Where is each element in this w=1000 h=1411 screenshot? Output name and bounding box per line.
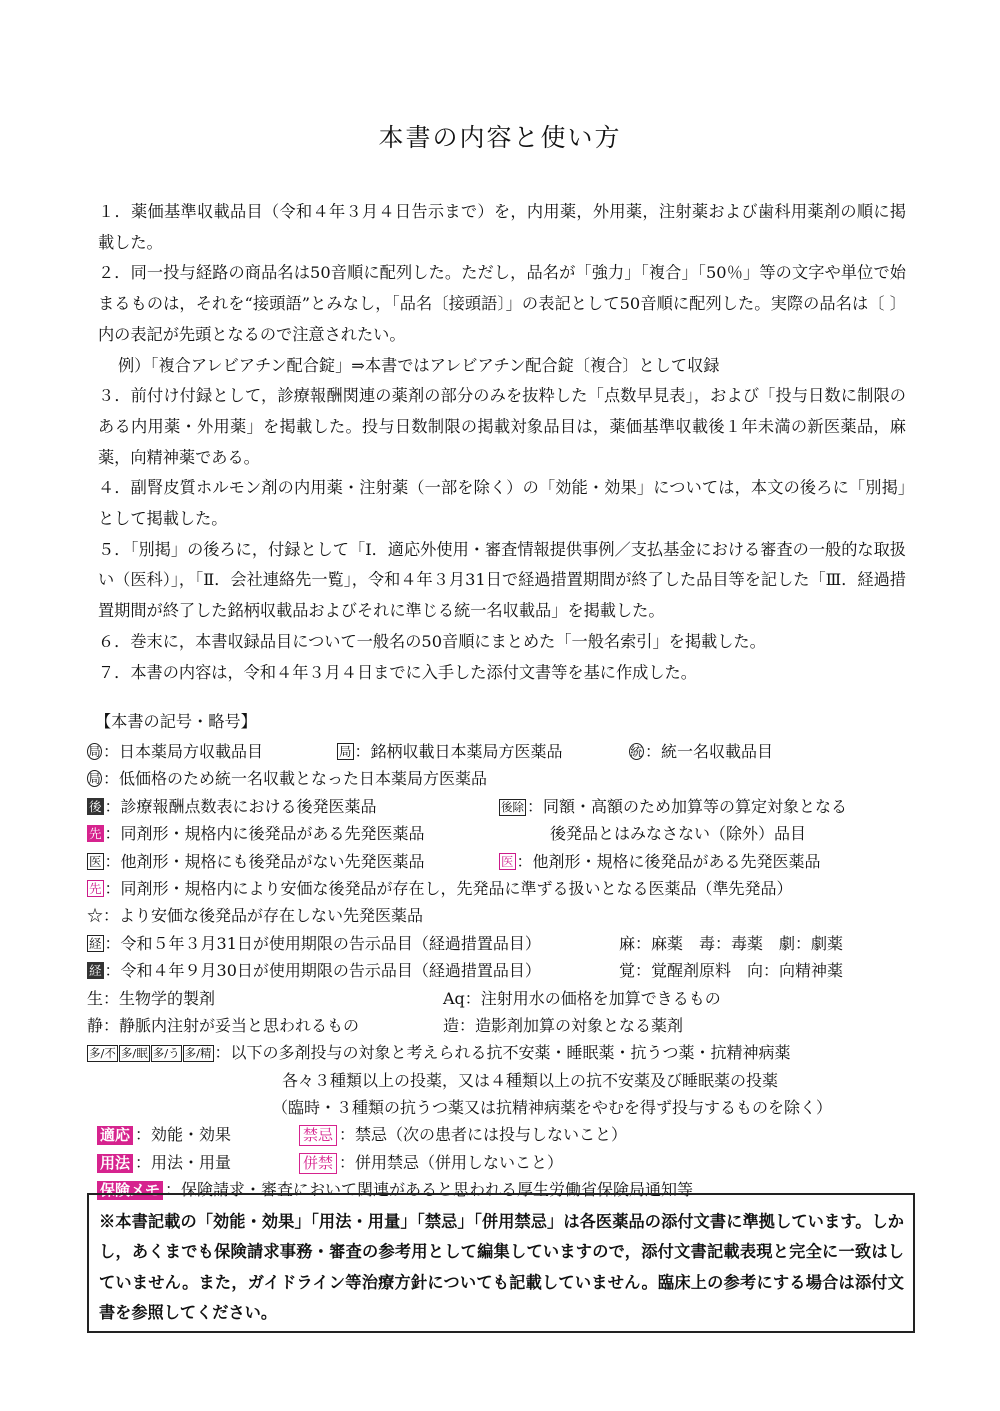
indication-tag: 適応: [97, 1126, 133, 1145]
legend-text: ：低価格のため統一名収載となった日本薬局方医薬品: [103, 769, 488, 789]
contraindication-tag: 禁忌: [299, 1125, 337, 1146]
legend-text: ：日本薬局方収載品目: [103, 742, 264, 761]
legend-row: [87, 875, 917, 902]
legend-text: 静：静脈内注射が妥当と思われるもの: [87, 1015, 360, 1035]
legend-text: 生：生物学的製剤: [87, 988, 216, 1008]
legend-text: ：令和４年９月30日が使用期限の告示品目（経過措置品目）: [104, 961, 541, 981]
brand-other-generic-symbol: 医: [501, 853, 514, 869]
legend-text: ：統一名収載品目: [645, 742, 774, 761]
legend-text: ：他剤形・規格にも後発品がない先発医薬品: [104, 851, 425, 871]
polypharmacy-antidepressant-symbol: 多/う: [152, 1046, 180, 1061]
list-item: ６．巻末に，本書収録品目について一般名の50音順にまとめた「一般名索引」を掲載した。: [98, 631, 766, 651]
brand-jp-symbol: 局: [339, 744, 352, 759]
generic-excluded-symbol: 後除: [501, 799, 524, 814]
legend-text: ：銘柄収載日本薬局方医薬品: [354, 742, 563, 761]
dosage-tag: 用法: [97, 1154, 133, 1173]
legend-row: [87, 738, 917, 765]
example-line: 例）「複合アレビアチン配合錠」⇒本書ではアレビアチン配合錠〔複合〕として収録: [118, 355, 720, 375]
legend-row: [87, 1094, 917, 1121]
transitional-symbol: 経: [89, 963, 102, 979]
legend-text: ：診療報酬点数表における後発医薬品: [104, 796, 377, 816]
legend-text: 各々３種類以上の投薬，又は４種類以上の抗不安薬及び睡眠薬の投薬: [282, 1070, 779, 1090]
legend-row: [87, 930, 917, 957]
legend-row: [87, 820, 917, 847]
coadmin-contraindication-tag: 併禁: [299, 1153, 337, 1174]
page-title: 本書の内容と使い方: [378, 123, 622, 152]
list-item: ２．同一投与経路の商品名は50音順に配列した。ただし，品名が「強力」「複合」「50％」等の文字や単位で始まるものは，それを“接頭語”とみなし，「品名〔接頭語〕」の表記として50音順に配列した。実際の品名は〔 〕内の表記が先頭となるので注意されたい。: [98, 263, 906, 344]
legend-heading: 【本書の記号・略号】: [95, 712, 257, 731]
polypharmacy-hypnotic-symbol: 多/眠: [120, 1046, 148, 1061]
low-price-jp-symbol: 局: [88, 771, 101, 787]
legend: [87, 738, 917, 1204]
legend-row: [87, 1039, 917, 1066]
legend-text: ：同剤形・規格内に後発品がある先発医薬品: [104, 824, 425, 844]
legend-text: 造：造影剤加算の対象となる薬剤: [443, 1015, 684, 1035]
legend-text: ：同額・高額のため加算等の算定対象となる: [527, 796, 848, 816]
legend-text: 麻：麻薬 毒：毒薬 劇：劇薬: [619, 933, 844, 953]
list-item: ４．副腎皮質ホルモン剤の内用薬・注射薬（一部を除く）の「効能・効果」については，本文の後ろに「別掲」として掲載した。: [98, 478, 906, 529]
legend-row: [87, 902, 917, 929]
legend-row: [87, 1012, 917, 1039]
legend-row: [87, 848, 917, 875]
legend-text: ：保険請求・審査において関連があると思われる厚生労働省保険局通知等: [165, 1180, 694, 1200]
notice-text: ※本書記載の「効能・効果」「用法・用量」「禁忌」「併用禁忌」は各医薬品の添付文書に準拠しています。しかし，あくまでも保険請求事務・審査の参考用として編集していますので，添付文書記載表現と完全に一致はしていません。また，ガイドライン等治療方針についても記載していません。臨床上の参考にする場合は添付文書を参照してください。: [99, 1212, 904, 1322]
list-item: ３．前付け付録として，診療報酬関連の薬剤の部分のみを抜粋した「点数早見表」，および「投与日数に制限のある内用薬・外用薬」を掲載した。投与日数制限の掲載対象品目は，薬価基準収載後１年未満の新医薬品，麻薬，向精神薬である。: [98, 386, 906, 467]
jp-pharmacopoeia-symbol: 局: [88, 744, 101, 759]
legend-text: 後発品とはみなさない（除外）品目: [550, 824, 807, 844]
legend-row: [87, 1067, 917, 1094]
legend-row: [87, 765, 917, 792]
legend-text: ：以下の多剤投与の対象と考えられる抗不安薬・睡眠薬・抗うつ薬・抗精神病薬: [214, 1043, 791, 1063]
list-item: ５．「別掲」の後ろに，付録として「Ⅰ．適応外使用・審査情報提供事例／支払基金における審査の一般的な取扱い（医科）」，「Ⅱ．会社連絡先一覧」，令和４年３月31日で経過措置期間が終了した品目等を記した「Ⅲ．経過措置期間が終了した銘柄収載品およびそれに準じる統一名収載品」を掲載した。: [98, 539, 906, 621]
legend-row: [87, 793, 917, 820]
legend-row: [87, 957, 917, 984]
legend-row: [87, 1121, 917, 1148]
legend-text: ：併用禁忌（併用しないこと）: [339, 1152, 564, 1172]
quasi-brand-symbol: 先: [89, 880, 102, 896]
legend-text: （臨時・３種類の抗うつ薬又は抗精神病薬をやむを得ず投与するものを除く）: [272, 1098, 833, 1118]
legend-text: ：用法・用量: [135, 1152, 232, 1172]
legend-row: [87, 1149, 917, 1176]
polypharmacy-antipsychotic-symbol: 多/精: [184, 1046, 212, 1061]
list-item: ７．本書の内容は，令和４年３月４日までに入手した添付文書等を基に作成した。: [98, 662, 697, 682]
list-item: １．薬価基準収載品目（令和４年３月４日告示まで）を，内用薬，外用薬，注射薬および歯科用薬剤の順に掲載した。: [98, 202, 906, 252]
legend-text: 覚：覚醒剤原料 向：向精神薬: [619, 961, 844, 981]
legend-text: Aq：注射用水の価格を加算できるもの: [443, 988, 721, 1008]
star-icon: ☆: [87, 906, 104, 926]
brand-no-generic-symbol: 医: [89, 853, 102, 869]
brand-with-generic-symbol: 先: [89, 826, 102, 842]
generic-symbol: 後: [89, 798, 102, 814]
legend-text: ：より安価な後発品が存在しない先発医薬品: [103, 906, 424, 926]
transitional-symbol: 経: [89, 935, 102, 951]
unified-name-symbol: 統: [630, 744, 643, 759]
polypharmacy-anxiolytic-symbol: 多/不: [89, 1046, 116, 1061]
legend-row: [87, 985, 917, 1012]
legend-text: ：同剤形・規格内により安価な後発品が存在し，先発品に準ずる扱いとなる医薬品（準先発品）: [104, 878, 793, 898]
legend-text: ：令和５年３月31日が使用期限の告示品目（経過措置品目）: [104, 933, 541, 953]
notice-box: [87, 1193, 915, 1333]
insurance-memo-tag: 保険メモ: [97, 1181, 163, 1200]
content-list: [98, 197, 906, 688]
legend-text: ：効能・効果: [135, 1125, 232, 1145]
legend-text: ：禁忌（次の患者には投与しないこと）: [339, 1125, 628, 1145]
legend-text: ：他剤形・規格に後発品がある先発医薬品: [516, 851, 821, 871]
